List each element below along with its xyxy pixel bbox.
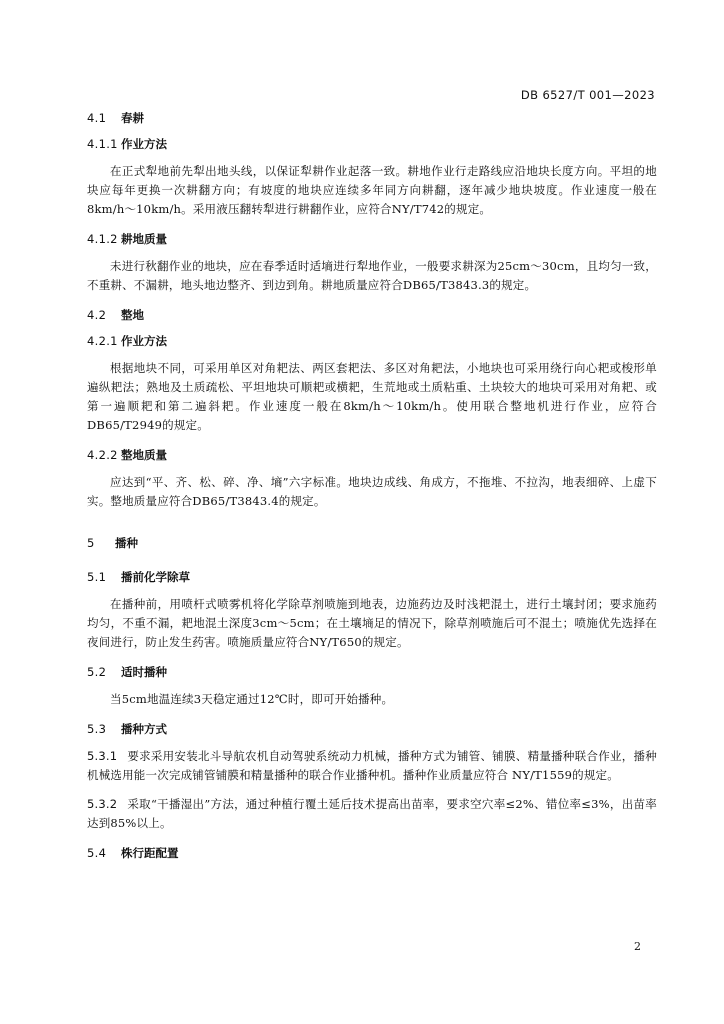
numbered-paragraph-5-3-1: 5.3.1 要求采用安装北斗导航农机自动驾驶系统动力机械，播种方式为铺管、铺膜、精量播种联合作业，播种机械选用能一次完成铺管铺膜和精量播种的联合作业播种机。播种作业质量应符合 NY/T1559的规定。 — [87, 749, 657, 782]
heading-5-4: 5.4 株行距配置 — [87, 846, 179, 860]
heading-5-2: 5.2 适时播种 — [87, 665, 167, 679]
heading-4-1-2: 4.1.2 耕地质量 — [87, 232, 167, 246]
paragraph: 应达到“平、齐、松、碎、净、墒”六字标准。地块边成线、角成方，不拖堆、不拉沟，地表细碎、上虚下实。整地质量应符合DB65/T3843.4的规定。 — [87, 475, 657, 508]
paragraph: 在正式犁地前先犁出地头线，以保证犁耕作业起落一致。耕地作业行走路线应沿地块长度方向。平坦的地块应每年更换一次耕翻方向；有坡度的地块应连续多年同方向耕翻，逐年减少地块坡度。作业速度一般在8km/h～10km/h。采用液压翻转犁进行耕翻作业，应符合NY/T742的规定。 — [87, 164, 657, 216]
numbered-paragraph-5-3-2: 5.3.2 采取“干播湿出”方法，通过种植行覆土延后技术提高出苗率，要求空穴率≤2%、错位率≤3%，出苗率达到85%以上。 — [87, 797, 657, 830]
document-body — [87, 110, 657, 861]
heading-4-2-1: 4.2.1 作业方法 — [87, 334, 167, 348]
paragraph: 未进行秋翻作业的地块，应在春季适时适墒进行犁地作业，一般要求耕深为25cm～30cm，且均匀一致，不重耕、不漏耕，地头地边整齐、到边到角。耕地质量应符合DB65/T3843.3的规定。 — [87, 259, 657, 292]
paragraph: 在播种前，用喷杆式喷雾机将化学除草剂喷施到地表，边施药边及时浅耙混土，进行土壤封闭；要求施药均匀，不重不漏，耙地混土深度3cm～5cm；在土壤墒足的情况下，除草剂喷施后可不混土；喷施优先选择在夜间进行，防止发生药害。喷施质量应符合NY/T650的规定。 — [87, 597, 657, 649]
heading-4-2-2: 4.2.2 整地质量 — [87, 448, 167, 462]
heading-4-1-1: 4.1.1 作业方法 — [87, 137, 167, 151]
paragraph: 当5cm地温连续3天稳定通过12℃时，即可开始播种。 — [110, 692, 394, 706]
heading-5-3: 5.3 播种方式 — [87, 722, 167, 736]
heading-4-1: 4.1 春耕 — [87, 111, 144, 125]
page-number: 2 — [634, 940, 641, 953]
standard-number: DB 6527/T 001—2023 — [520, 88, 655, 102]
paragraph: 根据地块不同，可采用单区对角耙法、两区套耙法、多区对角耙法，小地块也可采用绕行向心耙或梭形单遍纵耙法；熟地及土质疏松、平坦地块可顺耙或横耙，生荒地或土质粘重、土块较大的地块可采用对角耙、或第一遍顺耙和第二遍斜耙。作业速度一般在8km/h～10km/h。使用联合整地机进行作业，应符合DB65/T2949的规定。 — [87, 361, 657, 432]
heading-4-2: 4.2 整地 — [87, 308, 144, 322]
heading-5: 5 播种 — [87, 536, 138, 550]
heading-5-1: 5.1 播前化学除草 — [87, 570, 190, 584]
